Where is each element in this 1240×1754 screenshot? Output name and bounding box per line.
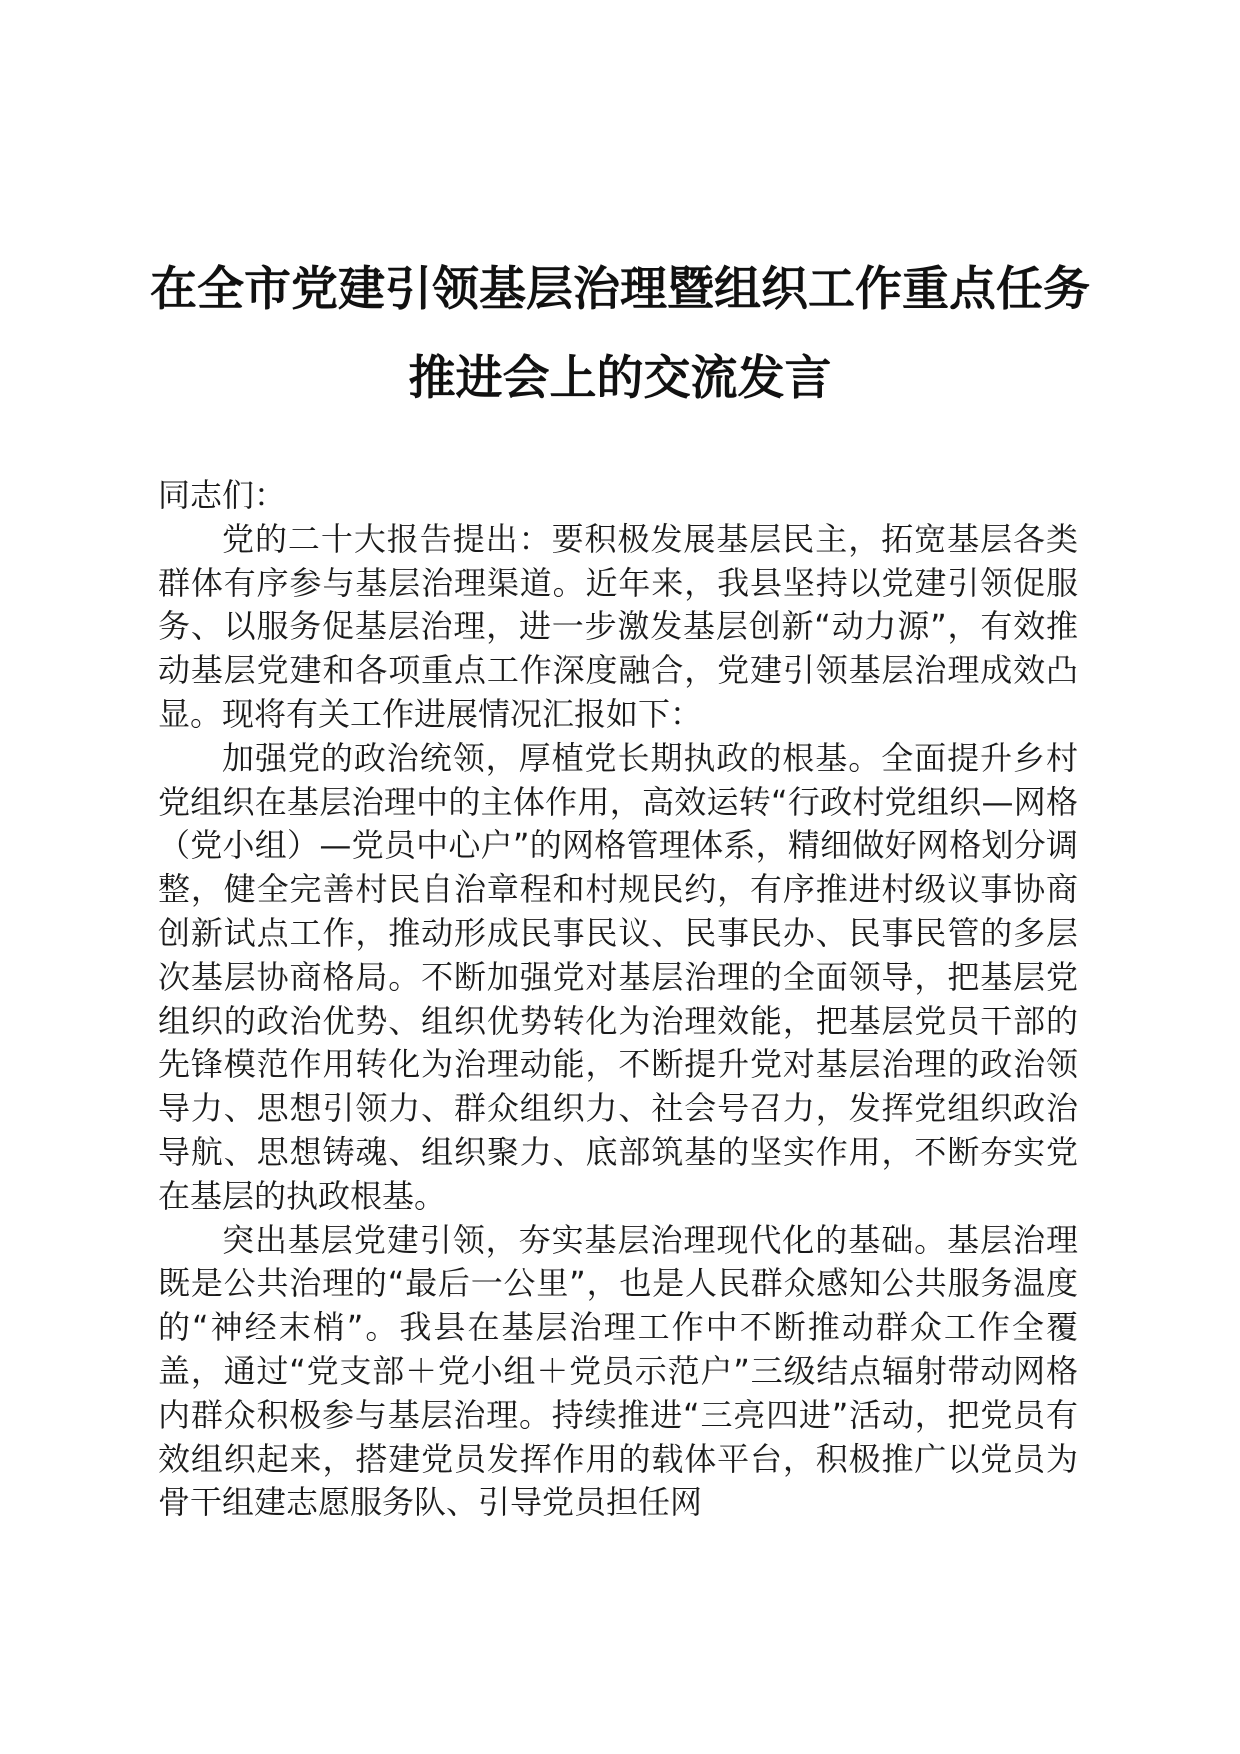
paragraph-grassroots-party-building: 突出基层党建引领，夯实基层治理现代化的基础。基层治理既是公共治理的“最后一公里”，也是人民群众感知公共服务温度的“神经末梢”。我县在基层治理工作中不断推动群众工作全覆盖，通过“党支部＋党小组＋党员示范户”三级结点辐射带动网格内群众积极参与基层治理。持续推进“三亮四进”活动，把党员有效组织起来，搭建党员发挥作用的载体平台，积极推广以党员为骨干组建志愿服务队、引导党员担任网 <box>158 1220 1078 1522</box>
document-title-line-2: 推进会上的交流发言 <box>408 351 832 406</box>
document-title-line-1: 在全市党建引领基层治理暨组织工作重点任务 <box>150 262 1090 317</box>
paragraph-intro: 党的二十大报告提出：要积极发展基层民主，拓宽基层各类群体有序参与基层治理渠道。近年来，我县坚持以党建引领促服务、以服务促基层治理，进一步激发基层创新“动力源”，有效推动基层党建和各项重点工作深度融合，党建引领基层治理成效凸显。现将有关工作进展情况汇报如下： <box>158 519 1078 733</box>
paragraph-political-leadership: 加强党的政治统领，厚植党长期执政的根基。全面提升乡村党组织在基层治理中的主体作用，高效运转“行政村党组织—网格（党小组）—党员中心户”的网格管理体系，精细做好网格划分调整，健全完善村民自治章程和村规民约，有序推进村级议事协商创新试点工作，推动形成民事民议、民事民办、民事民管的多层次基层协商格局。不断加强党对基层治理的全面领导，把基层党组织的政治优势、组织优势转化为治理效能，把基层党员干部的先锋模范作用转化为治理动能，不断提升党对基层治理的政治领导力、思想引领力、群众组织力、社会号召力，发挥党组织政治导航、思想铸魂、组织聚力、底部筑基的坚实作用，不断夯实党在基层的执政根基。 <box>158 738 1078 1215</box>
salutation: 同志们： <box>158 476 287 514</box>
document-body <box>158 474 1078 1525</box>
